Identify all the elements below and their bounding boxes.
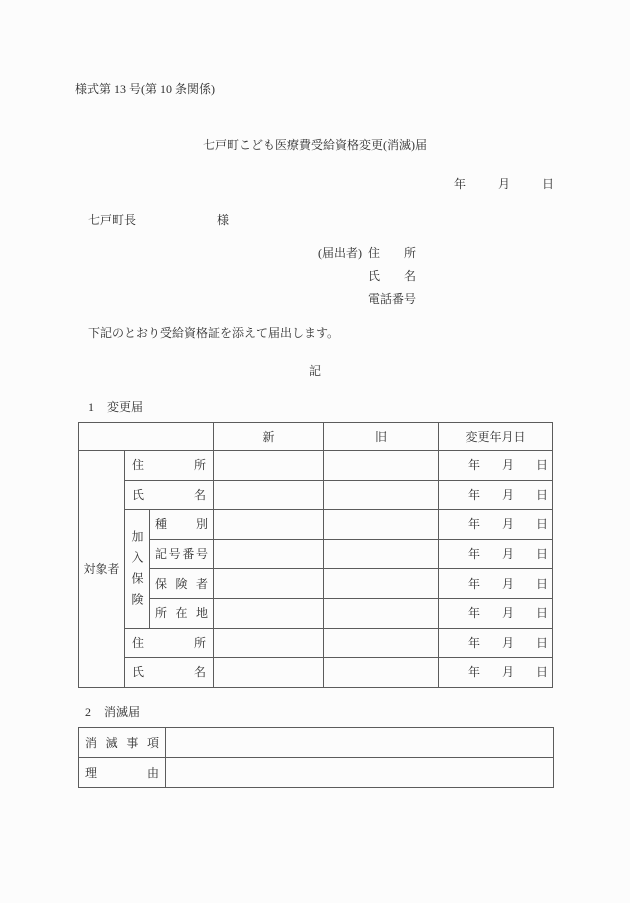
row-label-name-1: 氏名 bbox=[125, 480, 214, 510]
row-label-reason: 理由 bbox=[79, 758, 166, 788]
table-row bbox=[79, 539, 553, 569]
table-row bbox=[79, 598, 553, 628]
row-label-name-2: 氏名 bbox=[125, 658, 214, 688]
addressee-name: 七戸町長 bbox=[88, 213, 137, 227]
change-table bbox=[78, 422, 553, 688]
row-group-label-subject: 対象者 bbox=[79, 451, 125, 688]
section1-number: 1 bbox=[88, 400, 94, 414]
cell-old-name-1 bbox=[324, 480, 439, 510]
table-row bbox=[79, 758, 554, 788]
section1-title: 変更届 bbox=[107, 400, 144, 414]
cell-new-insurer bbox=[214, 569, 324, 599]
table-row bbox=[79, 658, 553, 688]
row-label-symbol-number: 記号番号 bbox=[150, 539, 214, 569]
statement-text: 下記のとおり受給資格証を添えて届出します。 bbox=[88, 326, 340, 340]
cell-old-insurer-location bbox=[324, 598, 439, 628]
record-marker: 記 bbox=[308, 364, 321, 378]
applicant-address-label: 住 所 bbox=[368, 246, 417, 260]
cell-old-address-1 bbox=[324, 451, 439, 481]
cell-new-address-1 bbox=[214, 451, 324, 481]
cell-old-name-2 bbox=[324, 658, 439, 688]
addressee-honorific: 様 bbox=[217, 213, 230, 227]
applicant-phone-label: 電話番号 bbox=[368, 292, 417, 306]
page-title: 七戸町こども医療費受給資格変更(消滅)届 bbox=[203, 138, 427, 152]
table-row bbox=[79, 569, 553, 599]
row-label-address-1: 住所 bbox=[125, 451, 214, 481]
applicant-name-label: 氏 名 bbox=[368, 269, 417, 283]
cell-date-name-1: 年 月 日 bbox=[439, 480, 553, 510]
cell-old-address-2 bbox=[324, 628, 439, 658]
corner-cell bbox=[79, 423, 214, 451]
table-row bbox=[79, 451, 553, 481]
section2-heading bbox=[85, 705, 140, 719]
cell-old-symbol-number bbox=[324, 539, 439, 569]
cell-old-insurance-type bbox=[324, 510, 439, 540]
cell-new-address-2 bbox=[214, 628, 324, 658]
date-line: 年 月 日 bbox=[453, 177, 554, 191]
cell-old-insurer bbox=[324, 569, 439, 599]
section2-number: 2 bbox=[85, 705, 91, 719]
form-number: 様式第 13 号(第 10 条関係) bbox=[75, 82, 215, 96]
section1-heading bbox=[88, 400, 143, 414]
cell-new-name-1 bbox=[214, 480, 324, 510]
cell-extinction-matter bbox=[166, 728, 554, 758]
cell-new-symbol-number bbox=[214, 539, 324, 569]
row-label-address-2: 住所 bbox=[125, 628, 214, 658]
col-header-change-date: 変更年月日 bbox=[439, 423, 553, 451]
cell-date-insurance-type: 年 月 日 bbox=[439, 510, 553, 540]
cell-date-insurer-location: 年 月 日 bbox=[439, 598, 553, 628]
table-row bbox=[79, 510, 553, 540]
table-row bbox=[79, 728, 554, 758]
cell-date-name-2: 年 月 日 bbox=[439, 658, 553, 688]
col-header-old: 旧 bbox=[324, 423, 439, 451]
table-row bbox=[79, 480, 553, 510]
extinction-table bbox=[78, 727, 554, 788]
row-label-insurer: 保険者 bbox=[150, 569, 214, 599]
cell-new-name-2 bbox=[214, 658, 324, 688]
table-row bbox=[79, 628, 553, 658]
cell-date-symbol-number: 年 月 日 bbox=[439, 539, 553, 569]
cell-reason bbox=[166, 758, 554, 788]
row-label-extinction-matter: 消滅事項 bbox=[79, 728, 166, 758]
cell-date-insurer: 年 月 日 bbox=[439, 569, 553, 599]
applicant-label: (届出者) bbox=[318, 246, 362, 260]
row-label-insurer-location: 所在地 bbox=[150, 598, 214, 628]
col-header-new: 新 bbox=[214, 423, 324, 451]
cell-new-insurer-location bbox=[214, 598, 324, 628]
cell-date-address-1: 年 月 日 bbox=[439, 451, 553, 481]
cell-date-address-2: 年 月 日 bbox=[439, 628, 553, 658]
section2-title: 消滅届 bbox=[104, 705, 141, 719]
row-label-insurance-type: 種別 bbox=[150, 510, 214, 540]
cell-new-insurance-type bbox=[214, 510, 324, 540]
insurance-group-cell bbox=[125, 510, 150, 628]
insurance-group-label: 加入保険 bbox=[130, 529, 144, 614]
